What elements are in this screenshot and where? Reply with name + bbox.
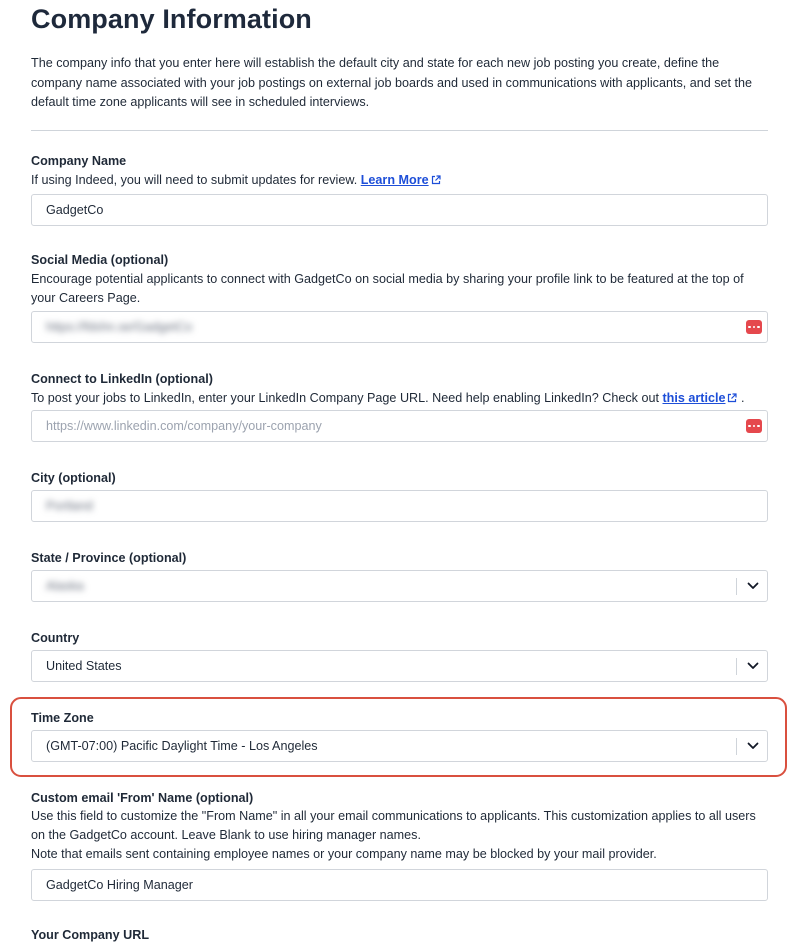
select-separator bbox=[736, 578, 737, 595]
password-manager-icon[interactable] bbox=[746, 419, 762, 433]
company-name-help-text: If using Indeed, you will need to submit updates for review. bbox=[31, 173, 358, 187]
time-zone-label: Time Zone bbox=[31, 711, 94, 725]
company-name-value: GadgetCo bbox=[46, 203, 104, 217]
state-label: State / Province (optional) bbox=[31, 551, 187, 565]
company-name-input[interactable] bbox=[31, 194, 768, 226]
select-separator bbox=[736, 658, 737, 675]
city-input[interactable] bbox=[31, 490, 768, 522]
learn-more-link[interactable]: Learn More bbox=[361, 173, 441, 187]
custom-from-help-line2: Note that emails sent containing employee names or your company name may be blocked by your mail provider. bbox=[31, 847, 657, 862]
external-link-icon bbox=[431, 175, 441, 185]
country-value: United States bbox=[46, 659, 122, 673]
country-label: Country bbox=[31, 631, 80, 645]
custom-from-help-line1: Use this field to customize the "From Name" in all your email communications to applicants. This customization applies to all users on the GadgetCo account. Leave Blank to use hiring manager names. bbox=[31, 809, 756, 843]
social-media-label: Social Media (optional) bbox=[31, 253, 169, 267]
company-url-label: Your Company URL bbox=[31, 928, 150, 942]
linkedin-help bbox=[31, 389, 768, 408]
external-link-icon bbox=[727, 393, 737, 403]
linkedin-url-input[interactable] bbox=[31, 410, 768, 442]
divider bbox=[31, 130, 768, 131]
time-zone-value: (GMT-07:00) Pacific Daylight Time - Los Angeles bbox=[46, 739, 318, 753]
linkedin-help-suffix: . bbox=[740, 391, 745, 405]
company-name-label: Company Name bbox=[31, 154, 127, 168]
linkedin-label: Connect to LinkedIn (optional) bbox=[31, 372, 213, 386]
company-name-help bbox=[31, 171, 768, 190]
chevron-down-icon[interactable] bbox=[747, 662, 759, 670]
country-select[interactable] bbox=[31, 650, 768, 682]
custom-from-help bbox=[31, 807, 768, 865]
social-media-input[interactable] bbox=[31, 311, 768, 343]
state-value: Alaska bbox=[46, 579, 84, 593]
custom-from-input[interactable] bbox=[31, 869, 768, 901]
custom-from-value: GadgetCo Hiring Manager bbox=[46, 878, 194, 892]
time-zone-highlight bbox=[10, 697, 787, 777]
city-label: City (optional) bbox=[31, 471, 116, 485]
password-manager-icon[interactable] bbox=[746, 320, 762, 334]
chevron-down-icon[interactable] bbox=[747, 582, 759, 590]
this-article-link[interactable]: this article bbox=[662, 391, 737, 405]
custom-from-label: Custom email 'From' Name (optional) bbox=[31, 791, 254, 805]
intro-text: The company info that you enter here will establish the default city and state for each new job posting you create, define the company name associated with your job postings on external job boards and used in communications with applicants, and set the default time zone applicants will see in scheduled interviews. bbox=[31, 56, 753, 109]
city-value: Portland bbox=[46, 499, 93, 513]
page-title: Company Information bbox=[31, 4, 312, 34]
social-media-help: Encourage potential applicants to connect with GadgetCo on social media by sharing your profile link to be featured at the top of your Careers Page. bbox=[31, 272, 744, 306]
linkedin-help-text: To post your jobs to LinkedIn, enter your LinkedIn Company Page URL. Need help enabling LinkedIn? Check out bbox=[31, 391, 659, 405]
social-media-value: https://fdshn.se/GadgetCo bbox=[46, 320, 193, 334]
state-select[interactable] bbox=[31, 570, 768, 602]
linkedin-placeholder: https://www.linkedin.com/company/your-company bbox=[46, 419, 322, 433]
